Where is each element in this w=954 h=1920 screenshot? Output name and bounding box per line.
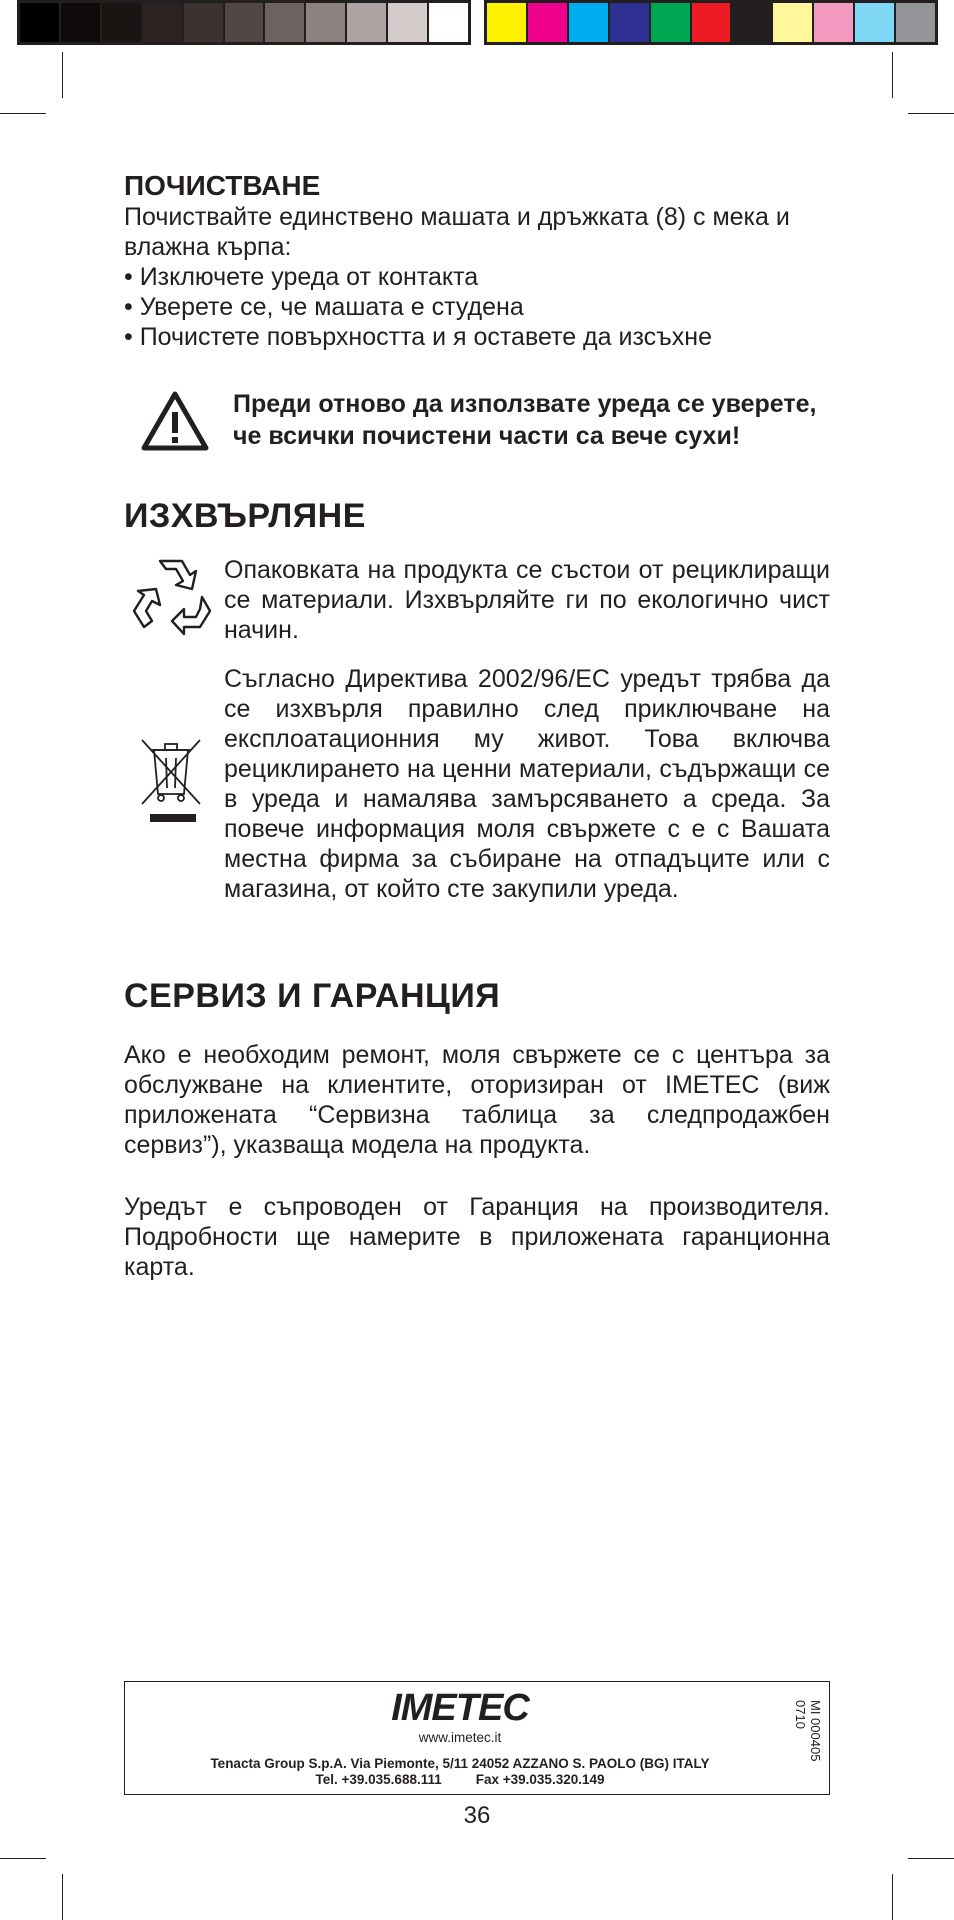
service-heading: СЕРВИЗ И ГАРАНЦИЯ — [124, 977, 501, 1015]
color-swatch — [487, 3, 528, 42]
color-swatch — [651, 3, 692, 42]
cleaning-bullet: • Уверете се, че машата е студена — [124, 293, 524, 321]
color-swatch — [855, 3, 896, 42]
color-swatch — [429, 3, 468, 42]
color-swatch — [692, 3, 733, 42]
crop-mark — [62, 52, 63, 98]
manufacturer-box — [124, 1681, 830, 1795]
document-code — [793, 1700, 823, 1761]
color-swatch — [732, 3, 773, 42]
process-color-bar — [484, 0, 938, 45]
cleaning-bullet: • Изключете уреда от контакта — [124, 263, 479, 291]
crop-mark — [892, 52, 893, 98]
crop-mark — [0, 1858, 46, 1859]
recycle-icon — [130, 555, 214, 637]
crop-mark — [892, 1874, 893, 1920]
fax-text: Fax +39.035.320.149 — [475, 1772, 605, 1787]
grayscale-color-bar — [17, 0, 471, 45]
color-swatch — [347, 3, 388, 42]
crop-mark — [908, 1858, 954, 1859]
color-swatch — [225, 3, 266, 42]
color-swatch — [184, 3, 225, 42]
page-number: 36 — [463, 1802, 491, 1829]
color-swatch — [306, 3, 347, 42]
crop-mark — [908, 113, 954, 114]
color-swatch — [528, 3, 569, 42]
imetec-logo: IMETEC — [391, 1687, 529, 1729]
code-text: MI 000405 — [808, 1700, 823, 1762]
address-text: Tenacta Group S.p.A. Via Piemonte, 5/11 24052 AZZANO S. PAOLO (BG) ITALY — [210, 1756, 710, 1771]
service-paragraph-1: Ако е необходим ремонт, моля свържете се с центъра за обслужване на клиентите, оторизиран от IMETEC (виж приложената “Сервизна таблица за следпродажбен сервиз”), указваща модела на продукта. — [124, 1041, 830, 1159]
color-swatch — [610, 3, 651, 42]
website-text: www.imetec.it — [418, 1730, 502, 1745]
color-swatch — [61, 3, 102, 42]
warning-text: Преди отново да използвате уреда се уверете, че всички почистени части са вече сухи! — [233, 390, 817, 450]
weee-text: Съгласно Директива 2002/96/ЕС уредът трябва да се изхвърля правилно след приключване на експлоатационния му живот. Това включва рециклирането на ценни материали, съдържащи се в уреда и намалява замърсяването а среда. За повече информация моля свържете с е с Вашата местна фирма за събиране на отпадъците или с магазина, от който сте закупили уреда. — [224, 665, 830, 903]
cleaning-section — [124, 170, 830, 352]
color-swatch — [143, 3, 184, 42]
service-paragraph-2: Уредът е съпроводен от Гаранция на производителя. Подробности ще намерите в приложената гаранционна карта. — [124, 1193, 830, 1281]
crop-mark — [0, 113, 46, 114]
cleaning-intro: Почиствайте единствено машата и дръжката (8) с мека и влажна кърпа: — [124, 203, 790, 261]
tel-text: Tel. +39.035.688.111 — [315, 1772, 442, 1787]
cleaning-bullet: • Почистете повърхността и я оставете да изсъхне — [124, 323, 712, 351]
color-swatch — [814, 3, 855, 42]
color-swatch — [388, 3, 429, 42]
warning-triangle-icon — [140, 390, 210, 452]
disposal-heading: ИЗХВЪРЛЯНЕ — [124, 497, 366, 535]
code-date-text: 0710 — [793, 1700, 808, 1729]
color-swatch — [265, 3, 306, 42]
color-swatch — [20, 3, 61, 42]
color-swatch — [102, 3, 143, 42]
crossed-bin-icon — [138, 736, 208, 824]
cleaning-heading: ПОЧИСТВАНЕ — [124, 170, 321, 201]
color-swatch — [773, 3, 814, 42]
color-swatch — [569, 3, 610, 42]
phone-fax-line — [125, 1772, 795, 1788]
color-swatch — [896, 3, 935, 42]
packaging-text: Опаковката на продукта се състои от рециклиращи се материали. Изхвърляйте ги по екологично чист начин. — [224, 556, 830, 644]
crop-mark — [62, 1874, 63, 1920]
